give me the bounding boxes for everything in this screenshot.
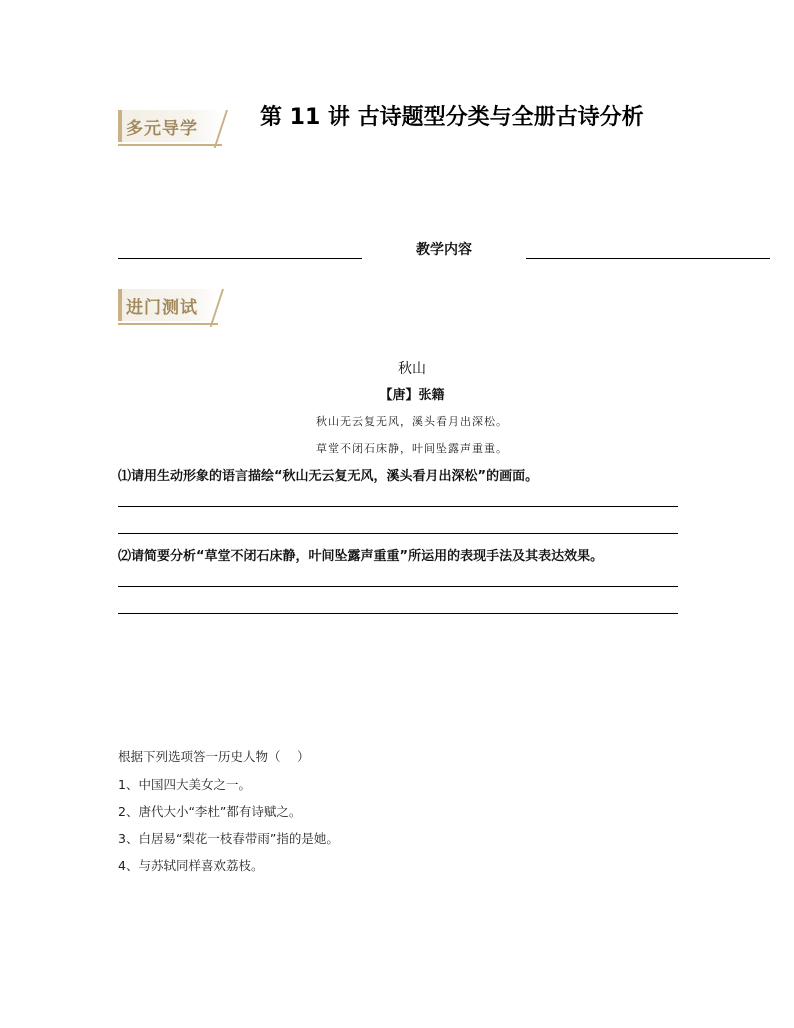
tag-underline (118, 144, 222, 146)
riddle-item: 3、白居易“梨花一枝春带雨”指的是她。 (118, 831, 339, 846)
page-title: 第 11 讲 古诗题型分类与全册古诗分析 (260, 105, 644, 130)
poem-line: 秋山无云复无风，溪头看月出深松。 (316, 415, 508, 428)
answer-line[interactable] (118, 586, 678, 587)
tag-slash-decoration (214, 110, 228, 148)
tag-accent-bar (118, 110, 122, 142)
tag-label: 多元导学 (126, 118, 198, 139)
riddle-prompt: 根据下列选项答一历史人物（ ） (118, 749, 310, 764)
poem-line: 草堂不闭石床静，叶间坠露声重重。 (316, 442, 508, 455)
tag-underline (118, 323, 218, 325)
section-divider-label: 教学内容 (416, 242, 472, 258)
riddle-item: 4、与苏轼同样喜欢荔枝。 (118, 858, 264, 873)
answer-line[interactable] (118, 533, 678, 534)
question-1: ⑴请用生动形象的语言描绘“秋山无云复无风，溪头看月出深松”的画面。 (118, 469, 539, 484)
question-2: ⑵请简要分析“草堂不闭石床静，叶间坠露声重重”所运用的表现手法及其表达效果。 (118, 549, 604, 564)
tag-slash-decoration (210, 289, 224, 327)
divider-right-rule (526, 258, 770, 259)
poem-author: 【唐】张籍 (379, 388, 445, 403)
riddle-item: 2、唐代大小“李杜”都有诗赋之。 (118, 804, 302, 819)
tag-label: 进门测试 (126, 297, 198, 318)
riddle-item: 1、中国四大美女之一。 (118, 777, 251, 792)
poem-title: 秋山 (398, 361, 426, 377)
answer-line[interactable] (118, 613, 678, 614)
tag-accent-bar (118, 289, 122, 321)
answer-line[interactable] (118, 506, 678, 507)
divider-left-rule (118, 258, 362, 259)
section-tag-guide (118, 110, 222, 142)
section-tag-entry-test (118, 289, 218, 321)
